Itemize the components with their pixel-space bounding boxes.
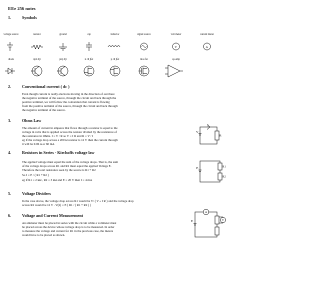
paragraph-line: Even though current is really electrons moving in the direction of out there bbox=[22, 92, 115, 96]
symbol-label: signal source bbox=[137, 33, 151, 36]
symbol-label: n ch jfet bbox=[84, 58, 94, 61]
paragraph-line: So I = E / ( R1 + R2 ) bbox=[22, 173, 49, 177]
paragraph-line: to measure the voltage and current for R1 in the previous case, the meters bbox=[22, 229, 114, 233]
section-4-heading: Resistors in Series - Kirchoffs voltage law bbox=[22, 150, 95, 155]
page-title: EEe 256 notes bbox=[8, 6, 36, 11]
figure-label-e: E bbox=[196, 166, 199, 170]
symbol-label: op-amp bbox=[172, 58, 180, 61]
section-2-number: 2. bbox=[8, 84, 12, 89]
section-4-number: 4. bbox=[8, 150, 12, 155]
figure-label-r1: R1 bbox=[222, 165, 226, 169]
figure-label-r: R bbox=[219, 133, 222, 138]
ammeter-label: A bbox=[205, 44, 208, 49]
symbol-label: cap bbox=[87, 33, 91, 36]
symbol-label: volt meter bbox=[170, 33, 182, 36]
section-3-number: 3. bbox=[8, 118, 12, 123]
section-5-number: 5. bbox=[8, 191, 12, 196]
section-6-number: 6. bbox=[8, 213, 12, 218]
figure-label-e: E bbox=[191, 219, 194, 223]
ohms-law-circuit bbox=[196, 124, 222, 148]
paragraph-line: the negative terminal of the source, through the circuit and back through the bbox=[22, 96, 117, 100]
paragraph-line: eg if the voltage drop across a 200 Ω resistor is 12 V then the current through bbox=[22, 138, 118, 142]
symbol-label: voltage source bbox=[3, 33, 19, 36]
section-6-heading: Voltage and Current Measurement bbox=[22, 213, 83, 218]
paragraph-line: of the voltage drops across R1 and R2 must equal the applied Voltage E. bbox=[22, 164, 112, 168]
section-1-number: 1. bbox=[8, 15, 12, 20]
symbol-label: resistor bbox=[33, 33, 41, 36]
paragraph-line: Therefore the total resistance seen by the source is R1 + R2 bbox=[22, 168, 96, 172]
section-1-heading: Symbols bbox=[22, 15, 37, 20]
paragraph-line: The applied voltage must equal the sum of the voltage drops. That is, the sum bbox=[22, 160, 119, 164]
series-resistor-circuit bbox=[196, 158, 226, 186]
paragraph-line: An ammeter must be placed in series with the circuit while a voltmeter must bbox=[22, 221, 117, 225]
paragraph-line: would have to be placed as shown. bbox=[22, 233, 66, 237]
voltmeter-label: V bbox=[174, 44, 177, 49]
symbol-label: ground bbox=[59, 33, 67, 36]
symbols-row-2 bbox=[0, 63, 231, 81]
symbol-label: current meter bbox=[200, 33, 214, 36]
meter-measurement-circuit bbox=[190, 208, 228, 242]
symbol-label: pnp bjt bbox=[59, 58, 67, 61]
figure-label-i: I bbox=[207, 124, 209, 128]
voltmeter-label: V bbox=[221, 218, 225, 223]
symbol-label: inductor bbox=[110, 33, 120, 36]
section-2-heading: Conventional current ( dc ) bbox=[22, 84, 70, 89]
paragraph-line: it will be 0.06 A or 60 mA bbox=[22, 142, 55, 146]
paragraph-line: across R2 would be 12 V . V(2) = E ( R1 / ( R1 + R2 ) ) bbox=[22, 203, 91, 207]
section-3-heading: Ohms Law bbox=[22, 118, 42, 123]
figure-label-v: V bbox=[196, 130, 199, 134]
paragraph-line: eg if R1 = 2 kΩ , R2 = 3 kΩ and E = 20 V then I = 4 mA bbox=[22, 178, 93, 182]
paragraph-line: the resistance in Ohms. I = V / R so V = I R and R = V / I bbox=[22, 134, 94, 138]
paragraph-line: The amount of current in amperes that flows through a resistor is equal to the bbox=[22, 126, 118, 130]
symbols-row-1 bbox=[0, 40, 231, 54]
figure-label-r2: R2 bbox=[222, 175, 226, 179]
paragraph-line: positive terminal, we will follow the convention that current is flowing bbox=[22, 100, 110, 104]
paragraph-line: voltage in volts that is applied across the resistor divided by the resistance of bbox=[22, 130, 117, 134]
symbol-label: p ch jfet bbox=[110, 58, 120, 61]
paragraph-line: be placed across the device whose voltage drop is to be measured. In order bbox=[22, 225, 115, 229]
symbol-label: npn bjt bbox=[33, 58, 41, 61]
paragraph-line: from the positive terminal of the source, through the circuit and back through bbox=[22, 104, 118, 108]
paragraph-line: the negative terminal of the source. bbox=[22, 108, 66, 112]
ammeter-label: A bbox=[204, 210, 208, 215]
section-5-heading: Voltage Dividers bbox=[22, 191, 51, 196]
symbol-label: mos fet bbox=[140, 58, 148, 61]
paragraph-line: In the case above, the voltage drop across R1 would be V/ ( V ÷ I R ) and the voltage drop bbox=[22, 199, 134, 203]
symbol-label: diode bbox=[8, 58, 14, 61]
